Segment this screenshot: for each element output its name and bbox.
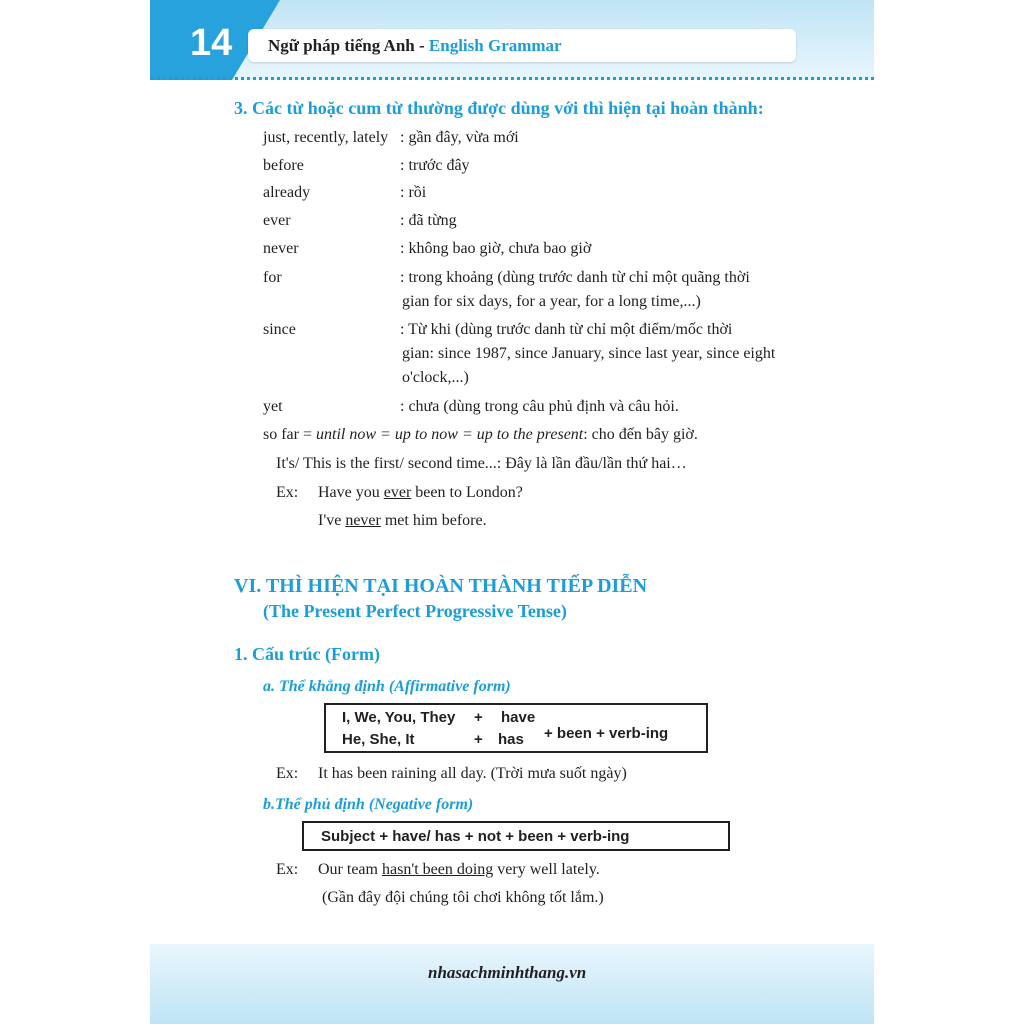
form-heading: 1. Cấu trúc (Form) bbox=[234, 644, 380, 664]
meaning-just: : gần đây, vừa mới bbox=[400, 129, 519, 146]
so-far-line bbox=[263, 425, 698, 445]
term-ever: ever bbox=[263, 212, 291, 229]
header-dotted-rule bbox=[150, 77, 874, 80]
affirmative-row1-plus: + bbox=[474, 709, 483, 726]
negative-label: b.Thể phủ định (Negative form) bbox=[263, 796, 474, 813]
meaning-since: : Từ khi (dùng trước danh từ chỉ một điểm/mốc thời bbox=[400, 321, 733, 338]
footer-band bbox=[150, 944, 874, 1024]
affirmative-row2-verb: has bbox=[498, 731, 524, 748]
example-1 bbox=[318, 483, 523, 503]
section3-heading: 3. Các từ hoặc cum từ thường được dùng với thì hiện tại hoàn thành: bbox=[234, 98, 764, 118]
example-1-underlined: ever bbox=[383, 484, 412, 501]
negative-formula: Subject + have/ has + not + been + verb-ing bbox=[321, 828, 630, 845]
example-2-post: met him before. bbox=[380, 512, 487, 529]
negative-translation: (Gần đây đội chúng tôi chơi không tốt lắm.) bbox=[322, 889, 604, 906]
meaning-never: : không bao giờ, chưa bao giờ bbox=[400, 240, 592, 257]
section6-subheading: (The Present Perfect Progressive Tense) bbox=[263, 601, 567, 621]
affirmative-row1-verb: have bbox=[501, 709, 536, 726]
term-before: before bbox=[263, 157, 304, 174]
meaning-for-cont: gian for six days, for a year, for a long time,...) bbox=[402, 293, 701, 310]
affirmative-example: It has been raining all day. (Trời mưa suốt ngày) bbox=[318, 765, 627, 782]
header-title-en: English Grammar bbox=[428, 36, 562, 55]
meaning-before: : trước đây bbox=[400, 157, 470, 174]
negative-example bbox=[318, 860, 600, 880]
meaning-since-cont2: o'clock,...) bbox=[402, 369, 469, 386]
first-time-line: It's/ This is the first/ second time...: Đây là lần đầu/lần thứ hai… bbox=[276, 455, 687, 472]
term-since: since bbox=[263, 321, 296, 338]
example-1-pre: Have you bbox=[318, 484, 384, 501]
term-for: for bbox=[263, 269, 282, 286]
example-2 bbox=[318, 511, 487, 531]
so-far-italic: until now = up to now = up to the present bbox=[316, 426, 584, 443]
meaning-yet: : chưa (dùng trong câu phủ định và câu hỏi. bbox=[400, 398, 679, 415]
example-label: Ex: bbox=[276, 484, 299, 501]
affirmative-tail: + been + verb-ing bbox=[544, 725, 669, 742]
negative-example-underlined: hasn't been doing bbox=[381, 861, 494, 878]
negative-ex-label: Ex: bbox=[276, 861, 299, 878]
example-2-pre: I've bbox=[318, 512, 346, 529]
page-number: 14 bbox=[190, 22, 233, 64]
book-page bbox=[150, 0, 874, 1024]
so-far-tail: : cho đến bây giờ. bbox=[583, 426, 698, 443]
footer-website: nhasachminhthang.vn bbox=[428, 963, 587, 982]
header-title bbox=[268, 36, 562, 56]
affirmative-label: a. Thể khẳng định (Affirmative form) bbox=[263, 678, 511, 695]
so-far-lead: so far = bbox=[263, 426, 317, 443]
negative-example-pre: Our team bbox=[318, 861, 382, 878]
affirmative-row2-subject: He, She, It bbox=[342, 731, 415, 748]
affirmative-row1-subject: I, We, You, They bbox=[342, 709, 456, 726]
meaning-since-cont: gian: since 1987, since January, since last year, since eight bbox=[402, 345, 776, 362]
term-just: just, recently, lately bbox=[263, 129, 389, 146]
meaning-already: : rồi bbox=[400, 184, 427, 201]
example-2-underlined: never bbox=[345, 512, 381, 529]
section6-heading: VI. THÌ HIỆN TẠI HOÀN THÀNH TIẾP DIỄN bbox=[234, 575, 648, 597]
term-yet: yet bbox=[263, 398, 283, 415]
negative-example-post: very well lately. bbox=[493, 861, 600, 878]
affirmative-ex-label: Ex: bbox=[276, 765, 299, 782]
term-never: never bbox=[263, 240, 299, 257]
header-title-vi: Ngữ pháp tiếng Anh bbox=[268, 36, 415, 55]
meaning-for: : trong khoảng (dùng trước danh từ chỉ một quãng thời bbox=[400, 269, 750, 286]
header-title-sep: - bbox=[414, 36, 429, 55]
example-1-post: been to London? bbox=[411, 484, 523, 501]
term-already: already bbox=[263, 184, 311, 201]
meaning-ever: : đã từng bbox=[400, 212, 457, 229]
affirmative-row2-plus: + bbox=[474, 731, 483, 748]
